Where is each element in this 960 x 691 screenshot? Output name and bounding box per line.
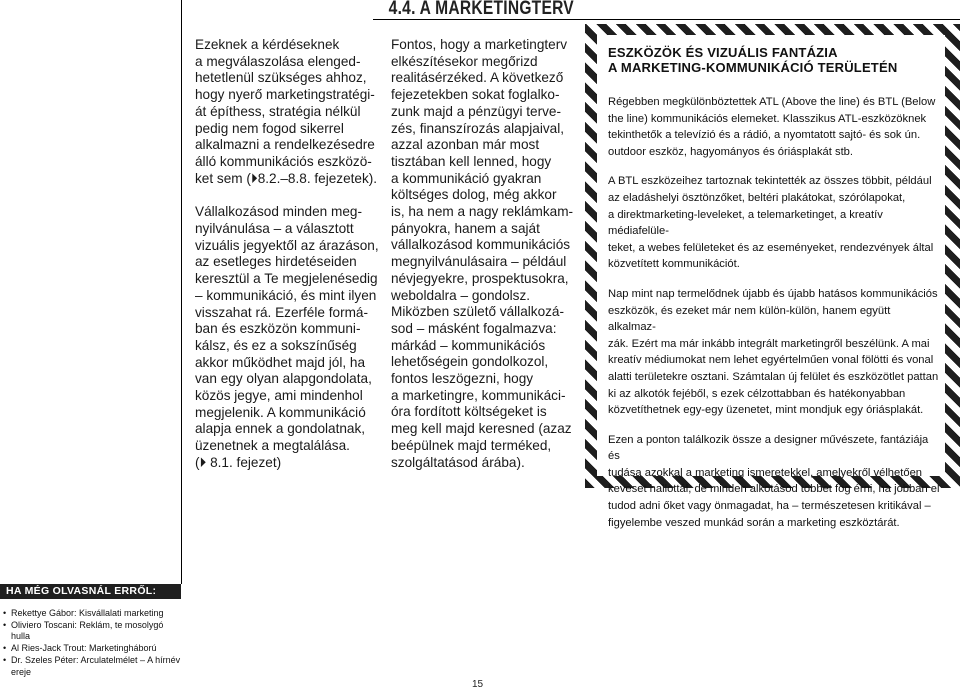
page-number: 15 bbox=[472, 679, 484, 690]
list-item: • Dr. Szeles Péter: Arculatelmélet – A hírnév ereje bbox=[3, 655, 181, 678]
sidebox-paragraph-3: Nap mint nap termelődnek újabb és újabb hatásos kommunikációs eszközök, és ezeket már nem külön-külön, hanem együtt alkalmaz- zák. Ezért ma már inkább integrált marketingről beszélünk. A mai kreatív médiumokat nem lehet egyértelműen vonal fölötti és vonal alatti területekre osztani. Számtalan új felület és eszközötlet pattan ki az alkotók fejéből, s ezek célzottabban és hatékonyabban közvetíthetnek egy-egy üzenetet, mint mondjuk egy óriásplakát. bbox=[608, 287, 939, 417]
sidebox-body bbox=[608, 94, 940, 544]
list-item: • Al Ries-Jack Trout: Marketingháború bbox=[3, 643, 181, 655]
column2-paragraph-1: Fontos, hogy a marketingterv elkészítésekor megőrizd realitásérzéked. A következő fejezetekben sokat foglalko- zunk majd a pénzügyi terve- zés, finanszírozás alapjaival, azzal azonban már most tisztában kell lenned, hogy a kommunikáció gyakran költséges dolog, még akkor is, ha nem a nagy reklámkam- pányokra, hanem a saját vállalkozásod kommunikációs megnyilvánulásaira – például névjegyekre, prospektusokra, weboldalra – gondolsz. Miközben születő vállalkozá- sod – másként fogalmazva: márkád – kommunikációs lehetőségein gondolkozol, fontos leszögezni, hogy a marketingre, kommunikáci- óra fordított költségeket is meg kell majd keresned (azaz beépülnek majd terméked, szolgáltatásod árába). bbox=[391, 37, 574, 470]
further-reading-list bbox=[3, 608, 181, 678]
section-header bbox=[373, 0, 960, 20]
text-column-2 bbox=[391, 37, 581, 471]
sidebox-paragraph-1: Régebben megkülönböztettek ATL (Above the line) és BTL (Below the line) kommunikációs elemeket. Klasszikus ATL-eszközöknek tekinthetők a televízió és a rádió, a nyomtatott sajtó- és sok ún. outdoor eszköz, hagyományos és óriásplakát stb. bbox=[608, 96, 936, 158]
section-title: 4.4. A MARKETINGTERV bbox=[388, 0, 574, 19]
list-item: • Oliviero Toscani: Reklám, te mosolygó hulla bbox=[3, 620, 181, 643]
column-divider-line bbox=[181, 0, 182, 584]
list-item: • Rekettye Gábor: Kisvállalati marketing bbox=[3, 608, 181, 620]
sidebox bbox=[597, 35, 945, 529]
text-column-1 bbox=[195, 37, 381, 489]
further-reading-label: HA MÉG OLVASNÁL ERRŐL: bbox=[0, 584, 181, 599]
column1-paragraph-2: Vállalkozásod minden meg- nyilvánulása – a választott vizuális jegyektől az árazáson, az esetleges hirdetéseiden keresztül a Te megjelenésedig – kommunikáció, és mint ilyen visszahat rá. Ezerféle formá- ban és eszközön kommuni- kálsz, és ez a sokszínűség akkor működhet majd jól, ha van egy olyan alapgondolata, közös jegye, ami mindenhol megjelenik. A kommunikáció alapja ennek a gondolatnak, üzenetnek a megtalálása. (⏵ 8.1. fejezet) bbox=[195, 204, 379, 470]
column1-paragraph-1: Ezeknek a kérdéseknek a megválaszolása elenged- hetetlenül szükséges ahhoz, hogy nyerő marketingstratégi- át építhess, stratégia nélkül pedig nem fogod sikerrel alkalmazni a rendelkezésedre álló kommunikációs eszközö- ket sem (⏵8.2.–8.8. fejezetek). bbox=[195, 37, 378, 186]
sidebox-paragraph-2: A BTL eszközeihez tartoznak tekintették az összes többit, például az eladáshelyi ösztönzőket, beltéri plakátokat, szórólapokat, a direktmarketing-leveleket, a telemarketinget, a kreatív médiafelüle- teket, a webes felületeket és az eseményeket, rendezvények által közvetített kommunikációt. bbox=[608, 175, 934, 271]
sidebox-title: ESZKÖZÖK ÉS VIZUÁLIS FANTÁZIA A MARKETING-KOMMUNIKÁCIÓ TERÜLETÉN bbox=[608, 45, 898, 75]
sidebox-paragraph-4: Ezen a ponton találkozik össze a designer művészete, fantáziája és tudása azokkal a marketing ismeretekkel, amelyekről vélhetően keveset hallottál, de minden alkotásod többet fog érni, ha jobban el tudod adni őket vagy önmagadat, ha – természetesen kritikával – figyelembe veszed munkád során a marketing eszköztárát. bbox=[608, 433, 940, 529]
